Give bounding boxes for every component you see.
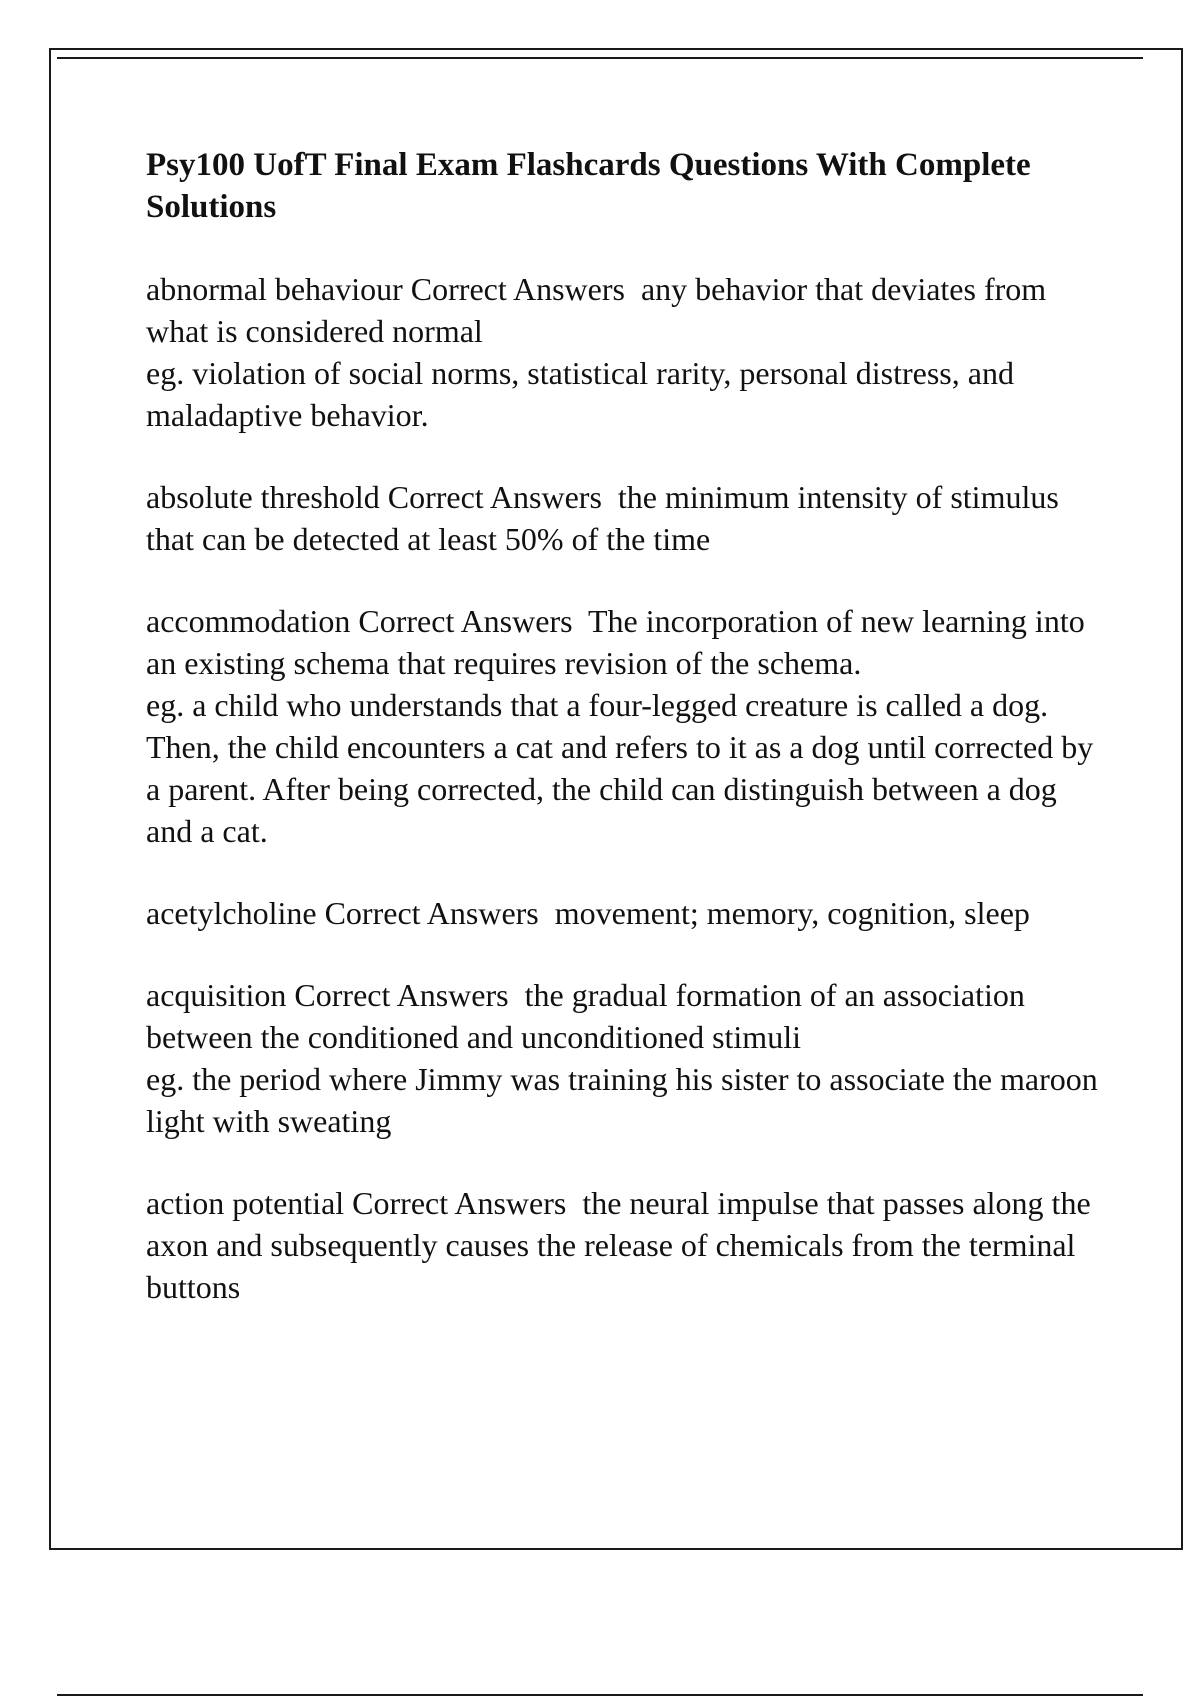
flashcard-example: eg. violation of social norms, statistical rarity, personal distress, and maladaptive behavior. [146, 355, 1014, 433]
answer-separator: Correct Answers [350, 603, 588, 639]
flashcard-entry [146, 1182, 1106, 1308]
flashcard-question [146, 600, 1106, 684]
answer-separator: Correct Answers [379, 479, 618, 515]
flashcard-definition: any behavior that deviates from what is considered normal [146, 271, 1047, 349]
flashcard-example: eg. a child who understands that a four-legged creature is called a dog. Then, the child encounters a cat and refers to it as a dog until corrected by a parent. After being corrected, the child can distinguish between a dog and a cat. [146, 687, 1094, 849]
flashcard-question [146, 892, 1106, 934]
flashcard-term: action potential [146, 1185, 345, 1221]
flashcard-term: abnormal behaviour [146, 271, 403, 307]
answer-separator: Correct Answers [344, 1185, 583, 1221]
document-body [146, 144, 1106, 1348]
flashcard-entry [146, 476, 1106, 560]
flashcard-definition: The incorporation of new learning into an existing schema that requires revision of the schema. [146, 603, 1085, 681]
flashcard-term: acquisition [146, 977, 287, 1013]
top-rule [57, 57, 1143, 59]
flashcard-example: eg. the period where Jimmy was training his sister to associate the maroon light with sweating [146, 1061, 1098, 1139]
document-title: Psy100 UofT Final Exam Flashcards Questions With Complete Solutions [146, 147, 1031, 225]
flashcard-question [146, 476, 1106, 560]
answer-separator: Correct Answers [286, 977, 525, 1013]
flashcard-entry [146, 892, 1106, 934]
flashcard-entry [146, 974, 1106, 1142]
flashcard-term: absolute threshold [146, 479, 380, 515]
answer-separator: Correct Answers [402, 271, 641, 307]
flashcard-question [146, 268, 1106, 352]
flashcard-definition: the neural impulse that passes along the axon and subsequently causes the release of chemicals from the terminal buttons [146, 1185, 1091, 1305]
flashcard-definition: the gradual formation of an association between the conditioned and unconditioned stimuli [146, 977, 1025, 1055]
answer-separator: Correct Answers [316, 895, 555, 931]
flashcard-definition: movement; memory, cognition, sleep [554, 895, 1030, 931]
flashcard-entry [146, 600, 1106, 852]
flashcard-question [146, 1182, 1106, 1308]
flashcard-definition: the minimum intensity of stimulus that can be detected at least 50% of the time [146, 479, 1059, 557]
flashcard-term: acetylcholine [146, 895, 317, 931]
flashcard-entry [146, 268, 1106, 436]
flashcard-question [146, 974, 1106, 1058]
bottom-rule [57, 1694, 1143, 1696]
flashcard-term: accommodation [146, 603, 351, 639]
